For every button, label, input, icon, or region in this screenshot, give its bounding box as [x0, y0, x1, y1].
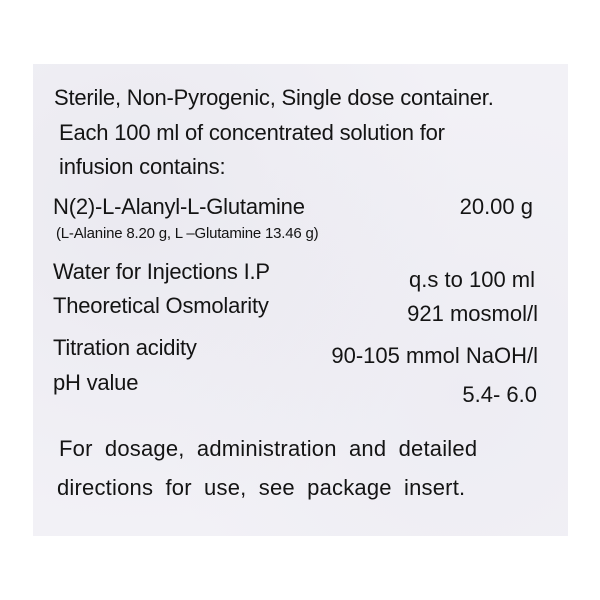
ingredient-value-3: 921 mosmol/l	[407, 301, 538, 326]
ingredient-name-2: Water for Injections I.P	[53, 259, 270, 284]
footer-line-2: directions for use, see package insert.	[57, 475, 466, 500]
ingredient-name-5: pH value	[53, 370, 139, 395]
header-line-1: Sterile, Non-Pyrogenic, Single dose container.	[54, 85, 494, 110]
footer-line-1: For dosage, administration and detailed	[59, 436, 478, 461]
ingredient-subnote: (L-Alanine 8.20 g, L –Glutamine 13.46 g)	[56, 225, 319, 242]
ingredient-value-1: 20.00 g	[459, 194, 533, 219]
ingredient-value-2: q.s to 100 ml	[409, 267, 535, 292]
ingredient-name-1: N(2)-L-Alanyl-L-Glutamine	[53, 194, 305, 219]
ingredient-value-4: 90-105 mmol NaOH/l	[331, 343, 538, 368]
label-card	[33, 64, 568, 536]
ingredient-value-5: 5.4- 6.0	[462, 382, 537, 407]
header-line-3: infusion contains:	[59, 154, 226, 179]
ingredient-name-3: Theoretical Osmolarity	[53, 293, 269, 318]
ingredient-name-4: Titration acidity	[53, 335, 197, 360]
header-line-2: Each 100 ml of concentrated solution for	[59, 120, 445, 145]
